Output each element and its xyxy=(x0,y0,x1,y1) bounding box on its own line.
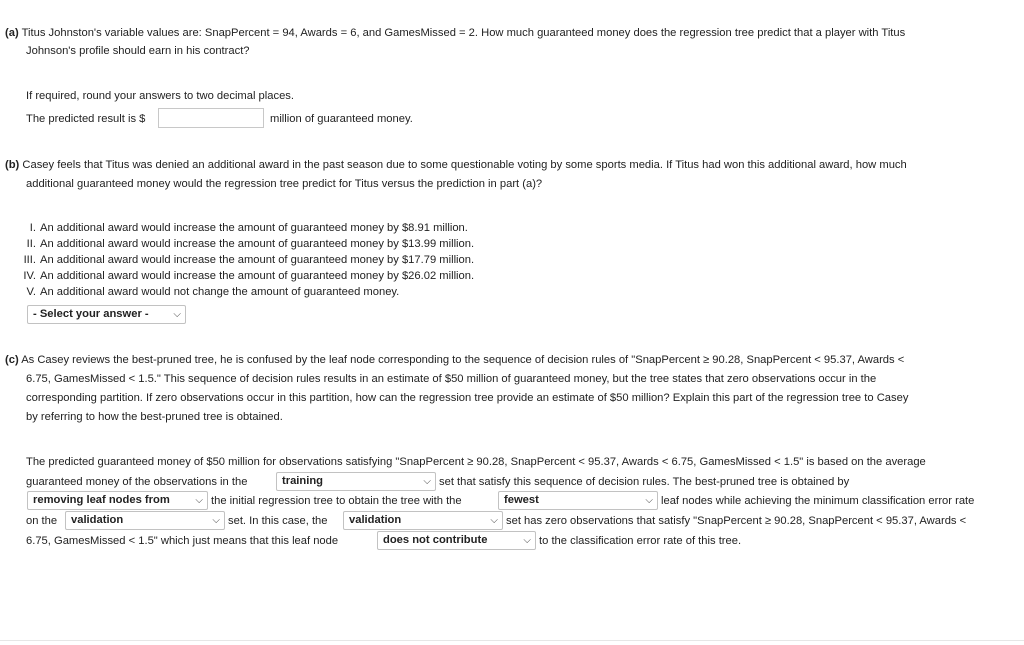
validation-set-select-2-value: validation xyxy=(349,514,402,526)
option-iv-text: An additional award would increase the amount of guaranteed money by $26.02 million. xyxy=(40,270,475,282)
chevron-down-icon: ⌵ xyxy=(173,309,181,320)
answer-line4-b: set. In this case, the xyxy=(228,515,328,527)
option-i-text: An additional award would increase the amount of guaranteed money by $8.91 million. xyxy=(40,222,468,234)
option-ii-num: II. xyxy=(26,238,36,250)
part-b-select-value: - Select your answer - xyxy=(33,308,149,320)
part-c-question-line4: by referring to how the best-pruned tree is obtained. xyxy=(26,411,283,423)
part-c-label: (c) xyxy=(5,354,19,366)
part-c-question xyxy=(5,352,904,368)
option-ii xyxy=(4,237,474,251)
training-set-select[interactable] xyxy=(276,472,436,491)
option-ii-text: An additional award would increase the amount of guaranteed money by $13.99 million. xyxy=(40,238,475,250)
chevron-down-icon: ⌵ xyxy=(212,515,220,526)
answer-line5-a: 6.75, GamesMissed < 1.5" which just means that this leaf node xyxy=(26,535,339,547)
chevron-down-icon: ⌵ xyxy=(490,515,498,526)
answer-line3-a: the initial regression tree to obtain the tree with the xyxy=(211,495,462,507)
round-note: If required, round your answers to two decimal places. xyxy=(26,90,295,102)
part-c-question-line2: 6.75, GamesMissed < 1.5." This sequence of decision rules results in an estimate of $50 million of guaranteed money, but the tree states that zero observations occur in the xyxy=(26,373,877,385)
part-b-question xyxy=(5,157,907,173)
part-c-question-line3: corresponding partition. If zero observations occur in this partition, how can the regression tree provide an estimate of $50 million? Explain this part of the regression tree to Casey xyxy=(26,392,909,404)
predicted-result-input[interactable] xyxy=(158,108,264,128)
part-a-question-line2: Johnson's profile should earn in his contract? xyxy=(26,45,250,57)
part-a-label: (a) xyxy=(5,27,19,39)
option-i-num: I. xyxy=(29,222,36,234)
part-b-question-line1: Casey feels that Titus was denied an additional award in the past season due to some questionable voting by some sports media. If Titus had won this additional award, how much xyxy=(22,159,907,171)
part-a-question-line1: Titus Johnston's variable values are: SnapPercent = 94, Awards = 6, and GamesMissed = 2. How much guaranteed money does the regression tree predict that a player with Titus xyxy=(21,27,906,39)
option-iv-num: IV. xyxy=(23,270,36,282)
predicted-prefix: The predicted result is $ xyxy=(26,113,146,125)
validation-set-select-1[interactable] xyxy=(65,511,225,530)
part-b-question-line2: additional guaranteed money would the regression tree predict for Titus versus the prediction in part (a)? xyxy=(26,178,543,190)
validation-set-select-1-value: validation xyxy=(71,514,124,526)
option-iii xyxy=(4,253,474,267)
predicted-suffix: million of guaranteed money. xyxy=(270,113,413,125)
pruning-method-select-value: removing leaf nodes from xyxy=(33,494,170,506)
chevron-down-icon: ⌵ xyxy=(423,476,431,487)
answer-line4-a: on the xyxy=(26,515,58,527)
option-iii-text: An additional award would increase the amount of guaranteed money by $17.79 million. xyxy=(40,254,475,266)
part-b-answer-select[interactable] xyxy=(27,305,186,324)
option-i xyxy=(4,221,468,235)
answer-line3-b: leaf nodes while achieving the minimum classification error rate xyxy=(661,495,975,507)
option-iii-num: III. xyxy=(23,254,36,266)
option-v-text: An additional award would not change the amount of guaranteed money. xyxy=(40,286,400,298)
bottom-divider xyxy=(0,640,1024,641)
part-b-label: (b) xyxy=(5,159,20,171)
contribution-select-value: does not contribute xyxy=(383,534,488,546)
chevron-down-icon: ⌵ xyxy=(195,495,203,506)
answer-line2-a: guaranteed money of the observations in the xyxy=(26,476,248,488)
option-iv xyxy=(4,269,474,283)
training-set-select-value: training xyxy=(282,475,324,487)
leaf-count-select[interactable] xyxy=(498,491,658,510)
pruning-method-select[interactable] xyxy=(27,491,208,510)
contribution-select[interactable] xyxy=(377,531,536,550)
leaf-count-select-value: fewest xyxy=(504,494,539,506)
answer-line4-c: set has zero observations that satisfy "SnapPercent ≥ 90.28, SnapPercent < 95.37, Awards < xyxy=(506,515,967,527)
answer-line1: The predicted guaranteed money of $50 million for observations satisfying "SnapPercent ≥ 90.28, SnapPercent < 95.37, Awards < 6.75, GamesMissed < 1.5" is based on the average xyxy=(26,456,926,468)
answer-line5-b: to the classification error rate of this tree. xyxy=(539,535,742,547)
part-a-question xyxy=(5,25,905,41)
option-v-num: V. xyxy=(26,286,36,298)
chevron-down-icon: ⌵ xyxy=(523,535,531,546)
answer-line2-b: set that satisfy this sequence of decision rules. The best-pruned tree is obtained by xyxy=(439,476,850,488)
option-v xyxy=(4,285,399,299)
validation-set-select-2[interactable] xyxy=(343,511,503,530)
chevron-down-icon: ⌵ xyxy=(645,495,653,506)
part-c-question-line1: As Casey reviews the best-pruned tree, he is confused by the leaf node corresponding to the sequence of decision rules of "SnapPercent ≥ 90.28, SnapPercent < 95.37, Awards < xyxy=(21,354,905,366)
